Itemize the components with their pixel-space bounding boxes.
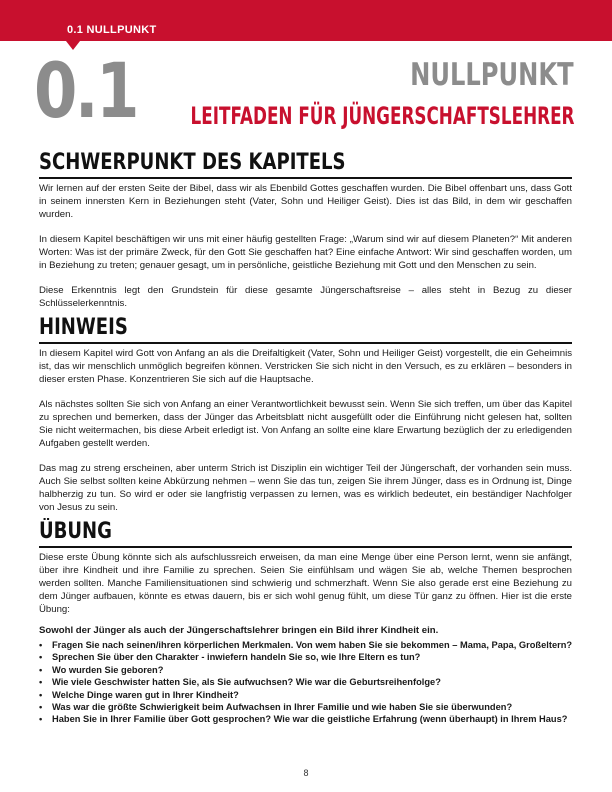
paragraph: In diesem Kapitel wird Gott von Anfang an als die Dreifaltigkeit (Vater, Sohn und Heiliger Geist) vorgestellt, die ein Geheimnis ist, das wir menschlich unmöglich begreifen können. Verstricken Sie sich nicht in den Versuch, es zu erklären – besonders in dieser ersten Phase. Konzentrieren Sie sich auf die Hauptsache. [39,348,572,385]
list-item: • Sprechen Sie über den Charakter - inwiefern handeln Sie so, wie Ihre Eltern es tun? [39,651,572,663]
list-item: • Wie viele Geschwister hatten Sie, als Sie aufwuchsen? Wie war die Geburtsreihenfolge? [39,676,572,688]
paragraph: Als nächstes sollten Sie sich von Anfang an einer Verantwortlichkeit bewusst sein. Wenn Sie sich treffen, um über das Kapitel zu sprechen und bemerken, dass der Jünger das Arbeitsblatt nicht ausgefüllt oder die Einführung nicht gelesen hat, sollten Sie nicht weitermachen, bis diese Arbeit erledigt ist. Von Anfang an sollte eine klare Erwartung bezüglich der zu erledigenden Aufgaben gestellt werden. [39,399,572,449]
page-number: 8 [303,768,309,778]
paragraph: Wir lernen auf der ersten Seite der Bibel, dass wir als Ebenbild Gottes geschaffen wurden. Die Bibel offenbart uns, dass Gott in seinem innersten Kern in Beziehungen steht (Vater, Sohn und Heiliger Geist). Dies ist das Bild, in dem wir geschaffen wurden. [39,183,572,220]
exercise-question-list [39,639,572,726]
list-item: • Wo wurden Sie geboren? [39,664,572,676]
list-item: • Welche Dinge waren gut in Ihrer Kindheit? [39,689,572,701]
section-heading-focus: SCHWERPUNKT DES KAPITELS [39,150,572,179]
list-item: • Fragen Sie nach seinen/ihren körperlichen Merkmalen. Von wem haben Sie sie bekommen – Mama, Papa, Großeltern? [39,639,572,651]
section-heading-note: HINWEIS [39,315,572,344]
exercise-lead: Sowohl der Jünger als auch der Jüngerschaftslehrer bringen ein Bild ihrer Kindheit ein. [39,625,439,636]
section-heading-exercise: ÜBUNG [39,519,572,548]
list-item: • Was war die größte Schwierigkeit beim Aufwachsen in Ihrer Familie und wie haben Sie sie überwunden? [39,701,572,713]
chapter-subtitle: LEITFADEN FÜR JÜNGERSCHAFTSLEHRER [190,102,574,130]
list-item: • Haben Sie in Ihrer Familie über Gott gesprochen? Wie war die geistliche Erfahrung (wenn überhaupt) in Ihrem Haus? [39,713,572,725]
paragraph: Das mag zu streng erscheinen, aber unterm Strich ist Disziplin ein wichtiger Teil der Jüngerschaft, der vorhanden sein muss. Auch Sie selbst sollten keine Abkürzung nehmen – wenn Sie das tun, zeigen Sie ihrem Jünger, dass es in Ordnung ist, Dinge halbherzig zu tun. So wird er oder sie langfristig verpassen zu lernen, was es wirklich bedeutet, ein beständiger Nachfolger von Jesus zu sein. [39,463,572,513]
chapter-tab-label: 0.1 NULLPUNKT [67,24,157,36]
chapter-number: 0.1 [34,46,138,135]
paragraph: In diesem Kapitel beschäftigen wir uns mit einer häufig gestellten Frage: „Warum sind wir auf diesem Planeten?“ Mit anderen Worten: Was ist der primäre Zweck, für den Gott Sie geschaffen hat? Eine einfache Antwort: Wir sind geschaffen worden, um in Beziehung zu treten; genauer gesagt, um in persönliche, geistliche Beziehung mit Gott und den Menschen zu sein. [39,234,572,271]
paragraph: Diese erste Übung könnte sich als aufschlussreich erweisen, da man eine Menge über eine Person lernt, wenn sie anfängt, über ihre Kindheit und ihre Familie zu sprechen. Seien Sie einfühlsam und wägen Sie ab, welche Themen besprochen werden sollten. Manche Familiensituationen sind schwierig und schmerzhaft. Wenn Sie also gerade erst eine Beziehung zu dem Jünger aufbauen, könnte es etwas dauern, bis er sich wohl genug fühlt, um diese Tür ganz zu öffnen. Hier ist die erste Übung: [39,552,572,615]
chapter-title: NULLPUNKT [410,57,574,93]
paragraph: Diese Erkenntnis legt den Grundstein für diese gesamte Jüngerschaftsreise – alles steht in Bezug zu dieser Schlüsselerkenntnis. [39,285,572,309]
page-content [39,150,572,726]
